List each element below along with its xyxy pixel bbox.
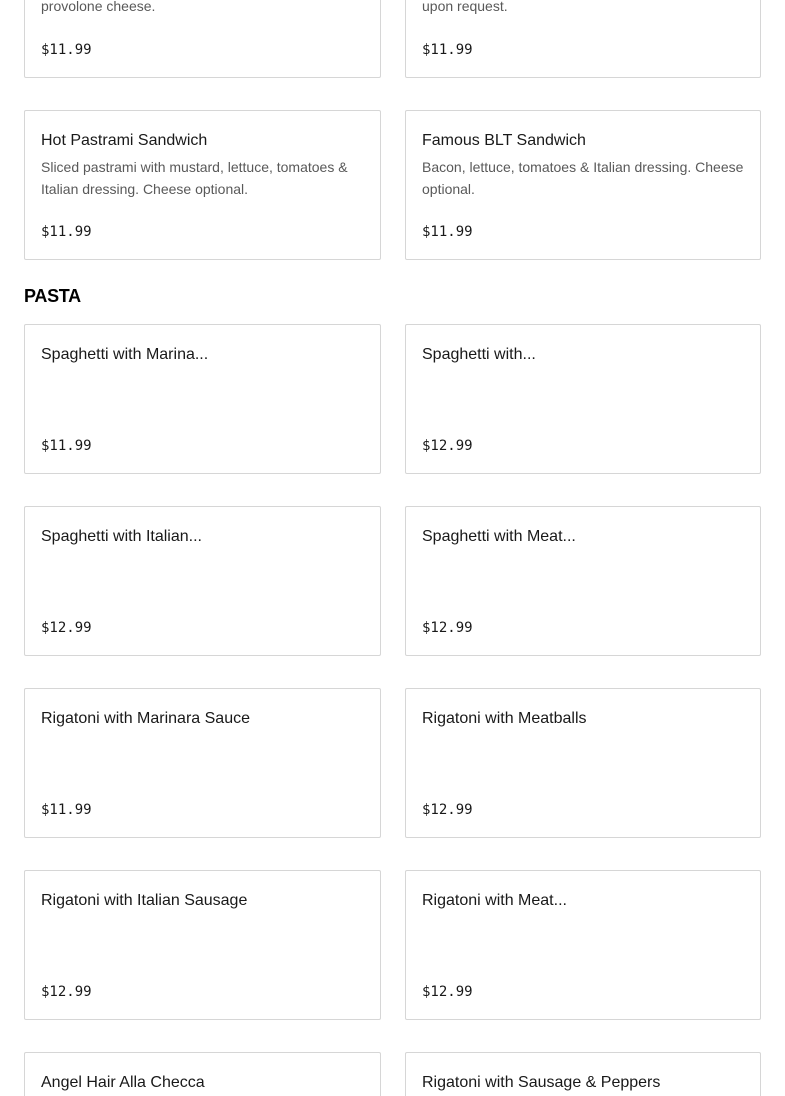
menu-item-name: Rigatoni with Meatballs bbox=[422, 710, 587, 727]
menu-item-card[interactable] bbox=[24, 324, 381, 474]
menu-item-name: Spaghetti with... bbox=[422, 346, 536, 363]
menu-item-name: Rigatoni with Italian Sausage bbox=[41, 892, 248, 909]
menu-item-card[interactable] bbox=[405, 324, 761, 474]
menu-item-price: $12.99 bbox=[422, 438, 473, 454]
menu-item-name: Rigatoni with Marinara Sauce bbox=[41, 710, 250, 727]
menu-item-name: Spaghetti with Marina... bbox=[41, 346, 209, 363]
sandwich-grid-partial bbox=[24, 0, 761, 78]
menu-item-card[interactable] bbox=[405, 0, 761, 78]
menu-item-price: $11.99 bbox=[422, 42, 473, 58]
menu-item-name: Angel Hair Alla Checca bbox=[41, 1074, 205, 1091]
menu-item-name: Rigatoni with Sausage & Peppers bbox=[422, 1074, 661, 1091]
menu-item-name: Hot Pastrami Sandwich bbox=[41, 132, 208, 149]
menu-item-card[interactable] bbox=[24, 688, 381, 838]
menu-item-card[interactable] bbox=[405, 506, 761, 656]
menu-item-price: $11.99 bbox=[41, 224, 92, 240]
menu-item-price: $12.99 bbox=[422, 984, 473, 1000]
menu-item-description: provolone cheese. bbox=[41, 0, 156, 14]
menu-item-name: Famous BLT Sandwich bbox=[422, 132, 586, 149]
menu-item-description: upon request. bbox=[422, 0, 508, 14]
pasta-grid bbox=[24, 324, 761, 1096]
menu-item-price: $12.99 bbox=[41, 984, 92, 1000]
menu-item-price: $11.99 bbox=[41, 802, 92, 818]
menu-item-name: Rigatoni with Meat... bbox=[422, 892, 567, 909]
menu-item-name: Spaghetti with Italian... bbox=[41, 528, 202, 545]
menu-item-price: $12.99 bbox=[422, 620, 473, 636]
sandwich-grid bbox=[24, 110, 761, 260]
menu-item-card[interactable] bbox=[24, 110, 381, 260]
menu-item-description: Bacon, lettuce, tomatoes & Italian dressing. Cheese optional. bbox=[422, 159, 744, 197]
menu-item-name: Spaghetti with Meat... bbox=[422, 528, 576, 545]
menu-item-price: $12.99 bbox=[422, 802, 473, 818]
menu-item-card[interactable] bbox=[405, 688, 761, 838]
menu-item-card[interactable] bbox=[405, 870, 761, 1020]
menu-item-price: $12.99 bbox=[41, 620, 92, 636]
menu-item-price: $11.99 bbox=[422, 224, 473, 240]
menu-item-price: $11.99 bbox=[41, 42, 92, 58]
menu-item-card[interactable] bbox=[405, 1052, 761, 1096]
menu-item-card[interactable] bbox=[24, 506, 381, 656]
menu-item-card[interactable] bbox=[24, 1052, 381, 1096]
menu-item-card[interactable] bbox=[24, 0, 381, 78]
menu-item-card[interactable] bbox=[24, 870, 381, 1020]
menu-item-price: $11.99 bbox=[41, 438, 92, 454]
section-title-pasta: PASTA bbox=[24, 286, 81, 306]
menu-item-description: Sliced pastrami with mustard, lettuce, tomatoes & Italian dressing. Cheese optional. bbox=[41, 159, 348, 197]
menu-item-card[interactable] bbox=[405, 110, 761, 260]
